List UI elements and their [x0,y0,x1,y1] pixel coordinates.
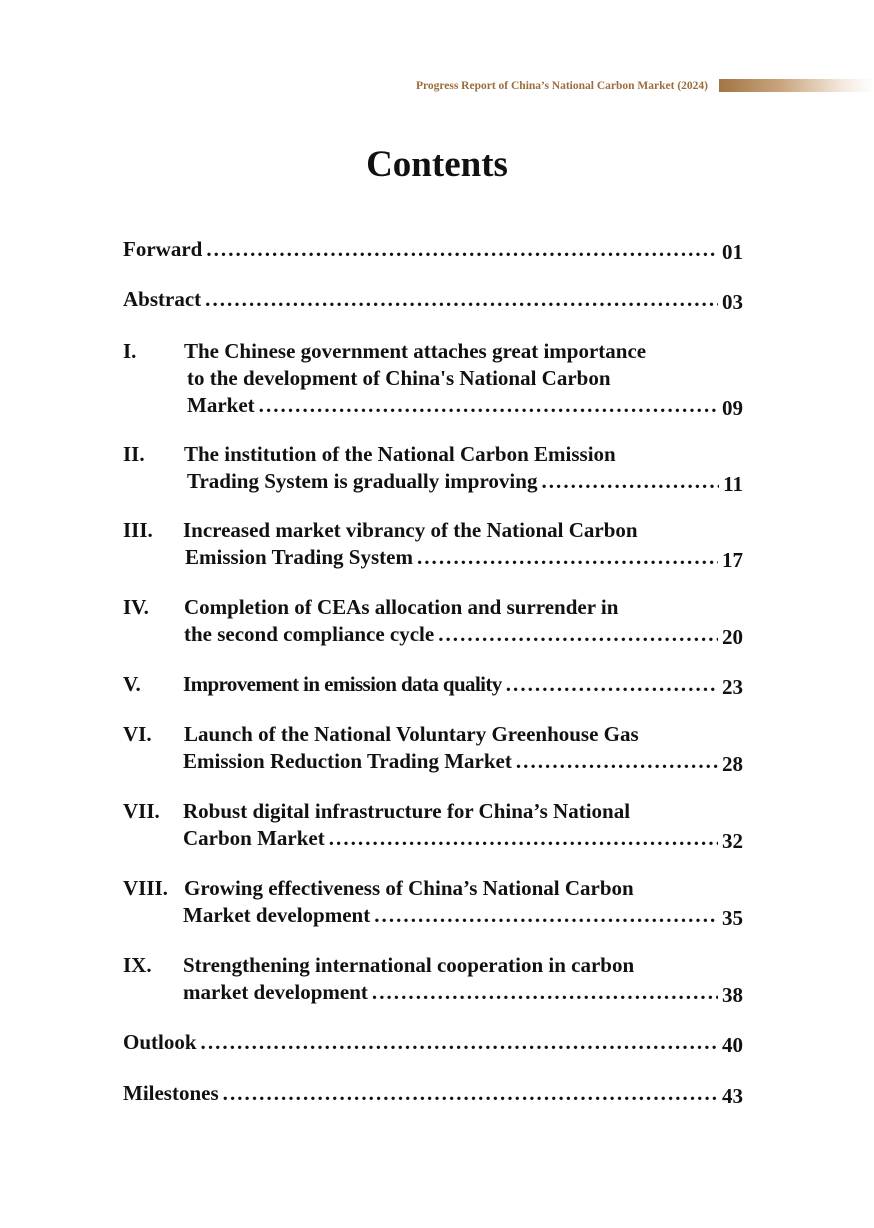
dot-leader [205,286,718,313]
toc-entry-line: Increased market vibrancy of the National Carbon [183,518,638,542]
toc-page-number: 03 [722,290,743,314]
page-title: Contents [366,144,508,185]
toc-entry-chapter-7[interactable] [123,798,743,852]
toc-entry-label: Abstract [123,287,202,311]
toc-page-number: 20 [722,625,743,649]
chapter-number: VIII. [123,876,168,900]
toc-page-number: 35 [722,906,743,930]
dot-leader [223,1080,718,1107]
toc-entry-line: Growing effectiveness of China’s National Carbon [184,876,634,900]
toc-entry-line: Launch of the National Voluntary Greenhouse Gas [184,722,639,746]
toc-entry-line: Emission Reduction Trading Market [183,749,512,773]
dot-leader [438,621,718,648]
toc-entry-line: to the development of China's National Carbon [187,366,611,390]
toc-page-number: 38 [722,983,743,1007]
toc-entry-chapter-8[interactable] [123,875,743,929]
chapter-number: IV. [123,595,149,619]
toc-entry-chapter-9[interactable] [123,952,743,1006]
chapter-number: III. [123,518,153,542]
toc-page-number: 40 [722,1033,743,1057]
toc-entry-chapter-4[interactable] [123,594,743,648]
toc-page-number: 28 [722,752,743,776]
toc-entry-forward[interactable] [123,236,743,263]
chapter-number: VII. [123,799,160,823]
toc-page-number: 11 [723,472,743,496]
toc-entry-chapter-5[interactable] [123,671,743,698]
dot-leader [541,468,719,495]
toc-entry-line: Strengthening international cooperation in carbon [183,953,635,977]
dot-leader [259,392,718,419]
dot-leader [374,902,718,929]
toc-entry-label: Forward [123,237,203,261]
dot-leader [206,236,718,263]
toc-entry-abstract[interactable] [123,286,743,313]
toc-entry-outlook[interactable] [123,1029,743,1056]
header-accent-bar [719,79,874,92]
chapter-number: IX. [123,953,152,977]
toc-page-number: 17 [722,548,743,572]
toc-entry-label: Outlook [123,1030,197,1054]
running-header [0,79,874,95]
toc-page-number: 32 [722,829,743,853]
chapter-number: VI. [123,722,152,746]
toc-entry-line: Emission Trading System [185,545,413,569]
dot-leader [417,544,718,571]
dot-leader [201,1029,718,1056]
toc-entry-line: Carbon Market [183,826,325,850]
toc-entry-chapter-6[interactable] [123,721,743,775]
chapter-number: I. [123,339,137,363]
toc-page-number: 09 [722,396,743,420]
toc-entry-line: Market development [183,903,371,927]
toc-page-number: 43 [722,1084,743,1108]
toc-entry-line: market development [183,980,368,1004]
toc-entry-line: Completion of CEAs allocation and surrender in [184,595,619,619]
toc-entry-line: Trading System is gradually improving [187,469,538,493]
dot-leader [329,825,718,852]
toc-entry-milestones[interactable] [123,1080,743,1107]
toc-page-number: 23 [722,675,743,699]
running-title: Progress Report of China’s National Carbon Market (2024) [415,80,708,92]
toc-entry-chapter-3[interactable] [123,517,743,571]
toc-entry-line: Robust digital infrastructure for China’s National [183,799,631,823]
chapter-number: V. [123,672,141,696]
toc-entry-line: Improvement in emission data quality [183,672,502,696]
dot-leader [516,748,718,775]
toc-entry-chapter-1[interactable] [123,338,743,419]
toc-entry-line: The institution of the National Carbon Emission [184,442,616,466]
toc-page-number: 01 [722,240,743,264]
chapter-number: II. [123,442,145,466]
toc-entry-label: Milestones [123,1081,219,1105]
toc-entry-line: The Chinese government attaches great importance [184,339,647,363]
toc-entry-chapter-2[interactable] [123,441,743,495]
dot-leader [506,671,718,698]
toc-entry-line: the second compliance cycle [184,622,435,646]
dot-leader [372,979,718,1006]
toc-entry-line: Market [187,393,255,417]
